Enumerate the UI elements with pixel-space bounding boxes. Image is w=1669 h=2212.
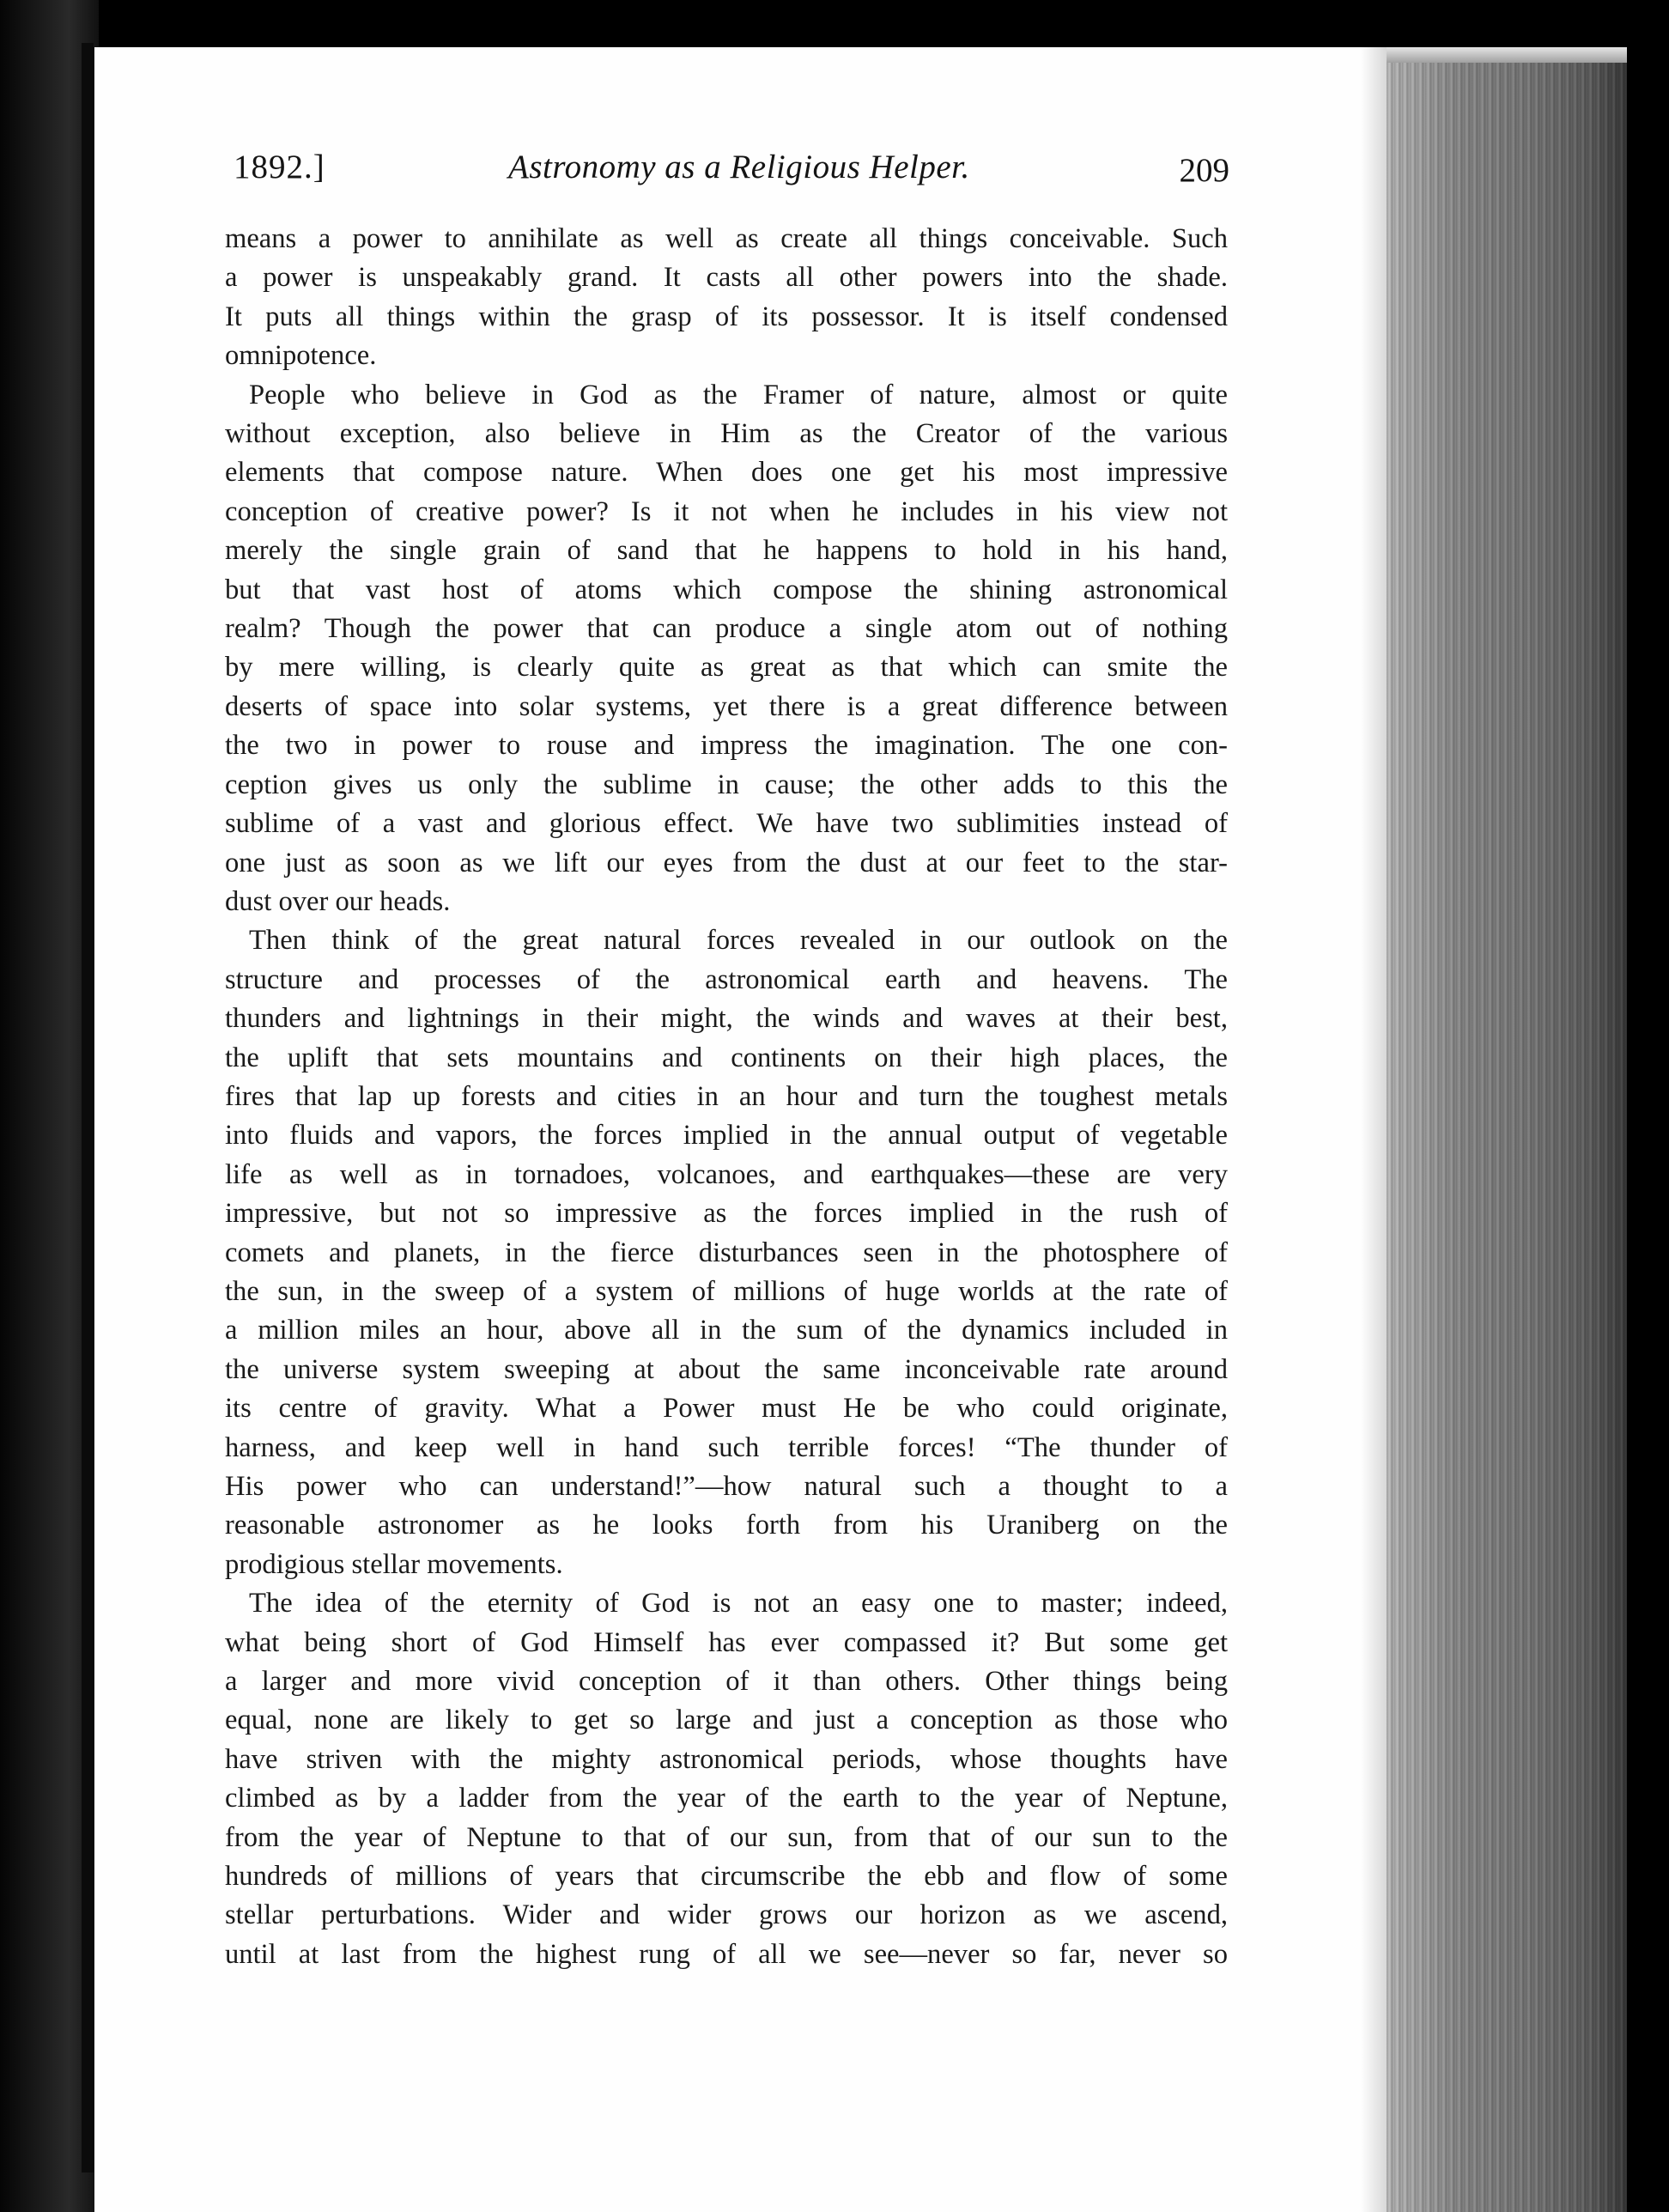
text-line: The idea of the eternity of God is not an easy one to master; indeed,	[249, 1588, 1228, 1620]
text-line: the uplift that sets mountains and continents on their high places, the	[225, 1042, 1228, 1073]
paragraph	[225, 376, 1228, 922]
text-line: the universe system sweeping at about the same inconceivable rate around	[225, 1353, 1228, 1385]
text-line: deserts of space into solar systems, yet there is a great difference between	[225, 690, 1228, 722]
binding-gutter	[82, 43, 94, 2172]
text-line: Then think of the great natural forces revealed in our outlook on the	[249, 925, 1228, 957]
text-line: climbed as by a ladder from the year of the earth to the year of Neptune,	[225, 1783, 1228, 1814]
page-number: 209	[1179, 152, 1229, 189]
page-curl-shadow	[1361, 47, 1387, 2212]
text-line: a power is unspeakably grand. It casts all other powers into the shade.	[225, 262, 1228, 294]
text-line: merely the single grain of sand that he happens to hold in his hand,	[225, 535, 1228, 567]
text-line: but that vast host of atoms which compose the shining astronomical	[225, 574, 1228, 605]
text-line: by mere willing, is clearly quite as great as that which can smite the	[225, 652, 1228, 684]
text-line: sublime of a vast and glorious effect. We have two sublimities instead of	[225, 808, 1228, 840]
text-line: what being short of God Himself has ever compassed it? But some get	[225, 1626, 1228, 1658]
text-line: harness, and keep well in hand such terrible forces! “The thunder of	[225, 1431, 1228, 1463]
text-line: realm? Though the power that can produce a single atom out of nothing	[225, 613, 1228, 645]
text-line: People who believe in God as the Framer of nature, almost or quite	[249, 379, 1228, 410]
text-line: impressive, but not so impressive as the forces implied in the rush of	[225, 1198, 1228, 1230]
text-line: its centre of gravity. What a Power must He be who could originate,	[225, 1393, 1228, 1425]
body-text	[225, 220, 1228, 1974]
text-line: one just as soon as we lift our eyes from the dust at our feet to the star-	[225, 847, 1228, 878]
text-line: a larger and more vivid conception of it than others. Other things being	[225, 1666, 1228, 1698]
paragraph	[225, 220, 1228, 376]
text-line: have striven with the mighty astronomical periods, whose thoughts have	[225, 1743, 1228, 1775]
header-year: 1892.]	[234, 149, 325, 185]
text-line: thunders and lightnings in their might, the winds and waves at their best,	[225, 1003, 1228, 1035]
text-line: without exception, also believe in Him as the Creator of the various	[225, 418, 1228, 450]
stacked-page-edges	[1387, 47, 1627, 2212]
text-line: from the year of Neptune to that of our sun, from that of our sun to the	[225, 1821, 1228, 1853]
text-line: It puts all things within the grasp of its possessor. It is itself condensed	[225, 301, 1228, 332]
text-line: structure and processes of the astronomical earth and heavens. The	[225, 963, 1228, 995]
paragraph	[225, 921, 1228, 1584]
text-line: His power who can understand!”—how natural such a thought to a	[225, 1471, 1228, 1502]
text-line: a million miles an hour, above all in the sum of the dynamics included in	[225, 1315, 1228, 1346]
page-edges-top	[1387, 47, 1627, 63]
text-line: omnipotence.	[225, 340, 377, 372]
text-line: equal, none are likely to get so large and just a conception as those who	[225, 1705, 1228, 1736]
text-line: the sun, in the sweep of a system of millions of huge worlds at the rate of	[225, 1275, 1228, 1307]
text-line: comets and planets, in the fierce disturbances seen in the photosphere of	[225, 1237, 1228, 1268]
paragraph	[225, 1584, 1228, 1974]
text-line: the two in power to rouse and impress the imagination. The one con-	[225, 730, 1228, 762]
text-line: stellar perturbations. Wider and wider grows our horizon as we ascend,	[225, 1899, 1228, 1931]
text-line: dust over our heads.	[225, 885, 451, 917]
text-line: fires that lap up forests and cities in an hour and turn the toughest metals	[225, 1080, 1228, 1112]
text-line: means a power to annihilate as well as create all things conceivable. Such	[225, 223, 1228, 254]
text-line: conception of creative power? Is it not when he includes in his view not	[225, 495, 1228, 527]
header-title: Astronomy as a Religious Helper.	[508, 149, 970, 185]
text-line: elements that compose nature. When does one get his most impressive	[225, 457, 1228, 489]
text-line: until at last from the highest rung of all we see—never so far, never so	[225, 1938, 1228, 1970]
text-line: life as well as in tornadoes, volcanoes, and earthquakes—these are very	[225, 1158, 1228, 1190]
text-line: ception gives us only the sublime in cause; the other adds to this the	[225, 769, 1228, 800]
text-line: into fluids and vapors, the forces implied in the annual output of vegetable	[225, 1120, 1228, 1152]
scan-background	[1627, 0, 1669, 2212]
text-line: reasonable astronomer as he looks forth from his Uraniberg on the	[225, 1510, 1228, 1541]
running-header	[234, 148, 1229, 199]
text-line: prodigious stellar movements.	[225, 1548, 563, 1580]
text-line: hundreds of millions of years that circumscribe the ebb and flow of some	[225, 1861, 1228, 1893]
